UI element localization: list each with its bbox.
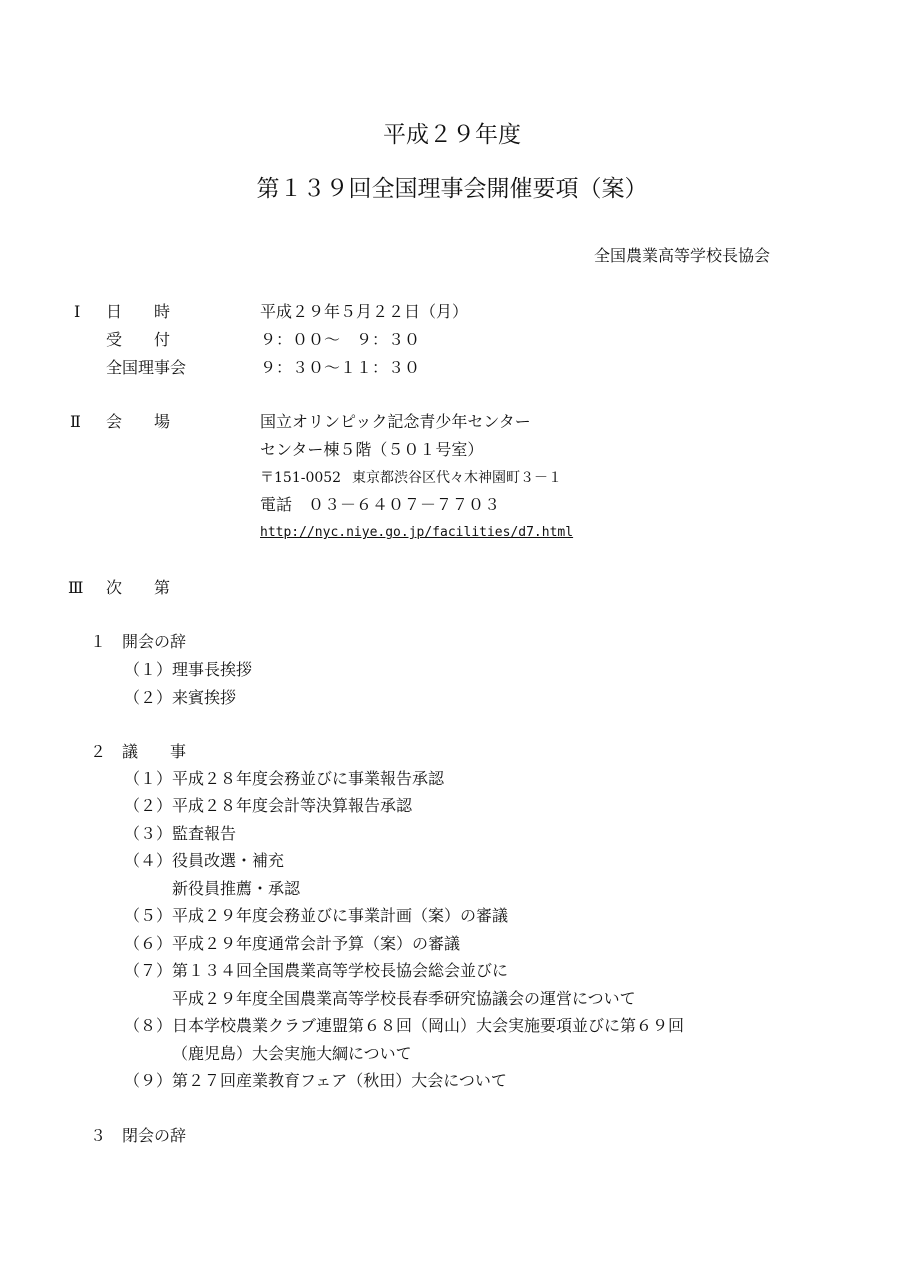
agenda-closing: ３ 閉会の辞	[90, 1126, 187, 1145]
agenda-item-2: （２）平成２８年度会計等決算報告承認	[124, 796, 413, 815]
section3-numeral: Ⅲ	[68, 578, 84, 597]
agenda-item-7-cont: 平成２９年度全国農業高等学校長春季研究協議会の運営について	[172, 989, 636, 1008]
agenda-discussion: ２ 議 事	[90, 742, 187, 761]
title-year: 平成２９年度	[383, 122, 521, 148]
venue-building: センター棟５階（５０１号室）	[260, 440, 484, 459]
reception-label: 受 付	[106, 330, 171, 349]
section3-label: 次 第	[106, 578, 171, 597]
section1-numeral: Ⅰ	[74, 302, 81, 321]
meeting-label: 全国理事会	[106, 358, 187, 377]
agenda-opening-sub2: （２）来賓挨拶	[124, 688, 237, 707]
organization-name: 全国農業高等学校長協会	[593, 246, 770, 265]
venue-url-link[interactable]: http://nyc.niye.go.jp/facilities/d7.html	[260, 525, 574, 540]
agenda-item-3: （３）監査報告	[124, 824, 237, 843]
venue-postal: 〒151-0052	[260, 470, 342, 486]
section1-label: 日 時	[106, 302, 171, 321]
agenda-item-6: （６）平成２９年度通常会計予算（案）の審議	[124, 934, 461, 953]
section2-numeral: Ⅱ	[70, 412, 81, 431]
meeting-date: 平成２９年５月２２日（月）	[260, 302, 469, 321]
agenda-item-4: （４）役員改選・補充	[124, 851, 285, 870]
agenda-item-4-cont: 新役員推薦・承認	[172, 879, 301, 898]
agenda-item-8-cont: （鹿児島）大会実施大綱について	[172, 1044, 412, 1063]
section2-label: 会 場	[106, 412, 171, 431]
agenda-item-5: （５）平成２９年度会務並びに事業計画（案）の審議	[124, 906, 509, 925]
agenda-opening-sub1: （１）理事長挨拶	[124, 660, 253, 679]
agenda-opening: １ 開会の辞	[90, 632, 187, 651]
venue-name: 国立オリンピック記念青少年センター	[260, 412, 531, 431]
venue-phone: 電話 ０３－６４０７－７７０３	[260, 495, 501, 514]
meeting-time: ９：３０～１１：３０	[260, 358, 421, 377]
reception-time: ９：００～ ９：３０	[260, 330, 421, 349]
agenda-item-8: （８）日本学校農業クラブ連盟第６８回（岡山）大会実施要項並びに第６９回	[124, 1016, 685, 1035]
agenda-item-9: （９）第２７回産業教育フェア（秋田）大会について	[124, 1071, 507, 1090]
page-title: 第１３９回全国理事会開催要項（案）	[256, 176, 648, 202]
agenda-item-1: （１）平成２８年度会務並びに事業報告承認	[124, 769, 445, 788]
agenda-item-7: （７）第１３４回全国農業高等学校長協会総会並びに	[124, 961, 509, 980]
venue-address: 東京都渋谷区代々木神園町３－１	[352, 470, 562, 486]
